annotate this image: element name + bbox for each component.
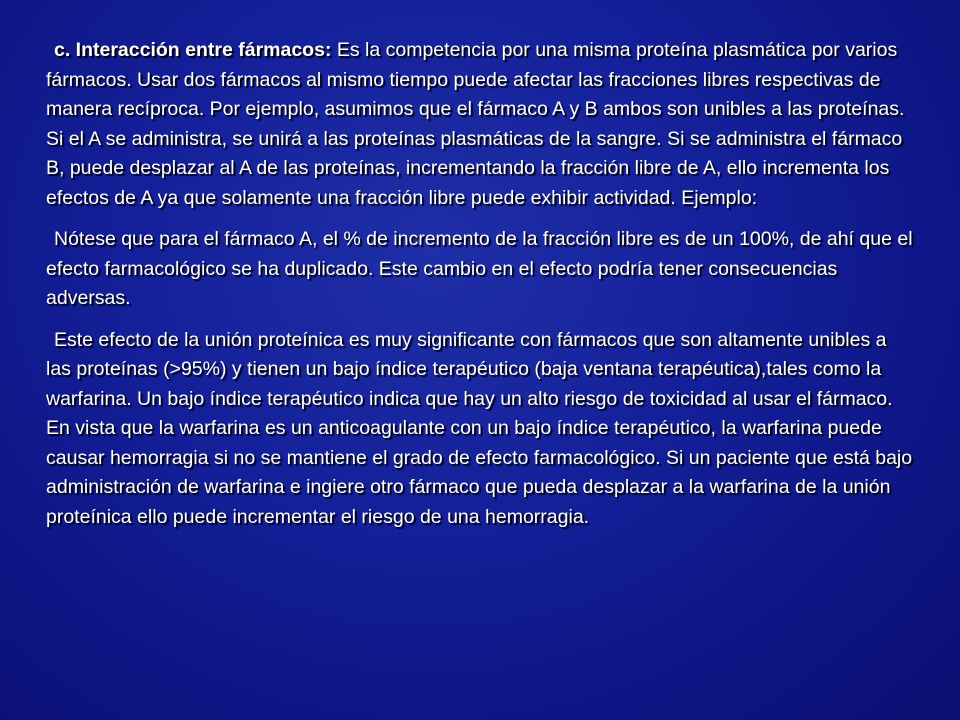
paragraph-warfarin bbox=[46, 326, 916, 533]
paragraph-lead-heading: c. Interacción entre fármacos: bbox=[54, 39, 332, 61]
paragraph-note bbox=[46, 225, 916, 314]
paragraph-drug-interaction bbox=[46, 36, 916, 213]
slide-content bbox=[46, 36, 916, 544]
paragraph-body: Este efecto de la unión proteínica es muy significante con fármacos que son altamente unibles a las proteínas (>95%) y tienen un bajo índice terapéutico (baja ventana terapéutica),tales como la warfarina. Un bajo índice terapéutico indica que hay un alto riesgo de toxicidad al usar el fármaco. En vista que la warfarina es un anticoagulante con un bajo índice terapéutico, la warfarina puede causar hemorragia si no se mantiene el grado de efecto farmacológico. Si un paciente que está bajo administración de warfarina e ingiere otro fármaco que pueda desplazar a la warfarina de la unión proteínica ello puede incrementar el riesgo de una hemorragia. bbox=[46, 328, 913, 528]
paragraph-body: Es la competencia por una misma proteína plasmática por varios fármacos. Usar dos fármacos al mismo tiempo puede afectar las fracciones libres respectivas de manera recíproca. Por ejemplo, asumimos que el fármaco A y B ambos son unibles a las proteínas. Si el A se administra, se unirá a las proteínas plasmáticas de la sangre. Si se administra el fármaco B, puede desplazar al A de las proteínas, incrementando la fracción libre de A, ello incrementa los efectos de A ya que solamente una fracción libre puede exhibir actividad. Ejemplo: bbox=[46, 39, 905, 209]
paragraph-body: Nótese que para el fármaco A, el % de incremento de la fracción libre es de un 100%, de ahí que el efecto farmacológico se ha duplicado. Este cambio en el efecto podría tener consecuencias adversas. bbox=[46, 228, 913, 309]
